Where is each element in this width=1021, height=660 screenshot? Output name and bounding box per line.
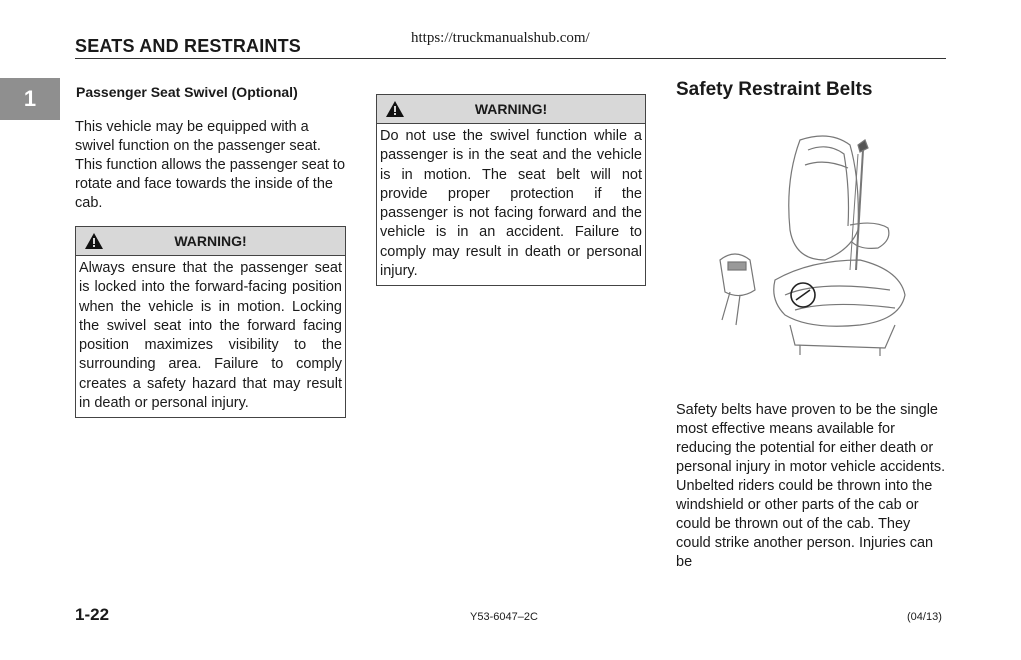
page-number: 1-22 bbox=[75, 605, 110, 624]
revision-date: (04/13) bbox=[907, 611, 942, 623]
warning-box-left bbox=[75, 226, 346, 418]
warning-label: WARNING! bbox=[474, 101, 548, 117]
safety-belts-paragraph: Safety belts have proven to be the single most effective means available for reducing the potential for either death or personal injury in motor vehicle accidents. Unbelted riders could be thrown into the windshield or other parts of the cab or could be thrown out of the cab. They could strike another person. Injuries can be bbox=[676, 402, 946, 570]
document-id: Y53-6047–2C bbox=[470, 611, 538, 623]
warning-text: Always ensure that the passenger seat is locked into the forward-facing position when the vehicle is in motion. Locking the swivel seat into the forward facing position maximizes visibility to the surrounding area. Failure to comply creates a safety hazard that may result in death or personal injury. bbox=[79, 260, 342, 412]
warning-text: Do not use the swivel function while a passenger is in the seat and the vehicle is in motion. The seat belt will not provide proper protection if the passenger is not facing forward and the vehicle is in an accident. Failure to comply may result in death or personal injury. bbox=[380, 128, 642, 280]
warning-box-middle bbox=[376, 94, 646, 286]
watermark-url: https://truckmanualshub.com/ bbox=[411, 30, 590, 46]
header-divider bbox=[75, 58, 946, 59]
intro-paragraph: This vehicle may be equipped with a swivel function on the passenger seat. This function allows the passenger seat to rotate and face towards the inside of the cab. bbox=[75, 119, 346, 211]
warning-label: WARNING! bbox=[174, 233, 247, 249]
section-subheading: Passenger Seat Swivel (Optional) bbox=[76, 84, 298, 100]
seat-belt-illustration bbox=[700, 120, 920, 365]
warning-triangle-icon bbox=[385, 100, 405, 121]
warning-triangle-icon bbox=[84, 232, 104, 253]
warning-header bbox=[377, 95, 645, 124]
warning-header bbox=[76, 227, 345, 256]
section-title: Safety Restraint Belts bbox=[676, 79, 873, 100]
page-header-title: SEATS AND RESTRAINTS bbox=[75, 36, 302, 56]
chapter-tab: 1 bbox=[0, 78, 60, 120]
